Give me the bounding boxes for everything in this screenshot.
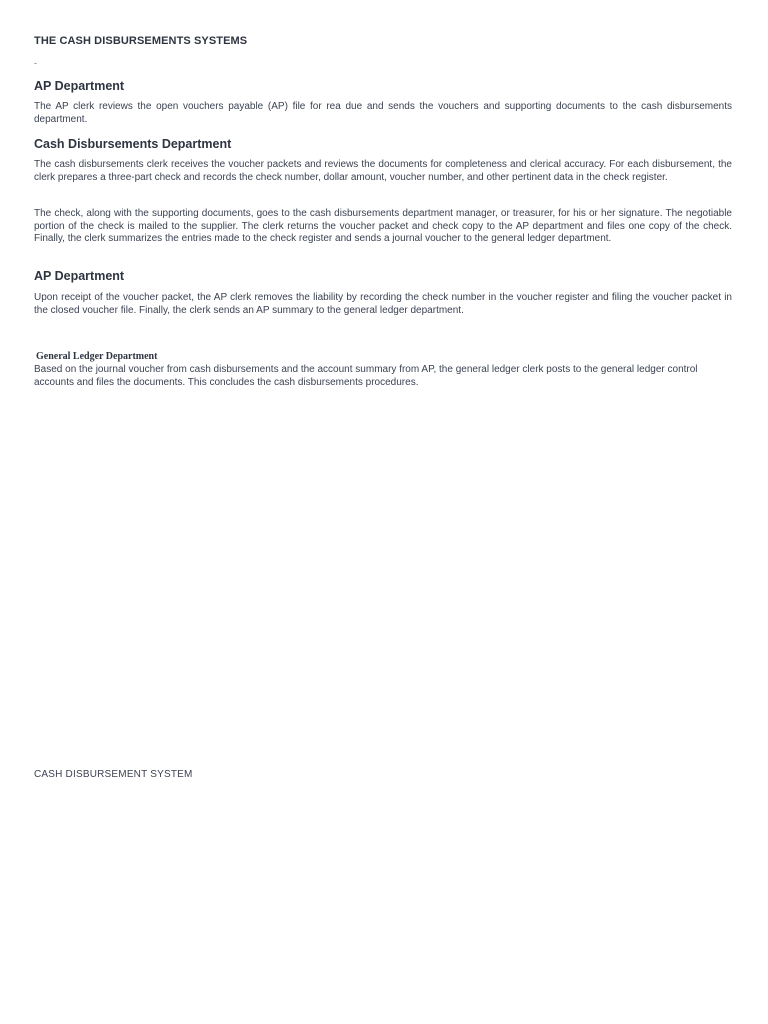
paragraph-ap-review: The AP clerk reviews the open vouchers payable (AP) file for rea due and sends the vouchers and supporting documents to the cash disbursements department. <box>34 101 732 125</box>
paragraph-general-ledger: Based on the journal voucher from cash disbursements and the account summary from AP, the general ledger clerk posts to the general ledger control accounts and files the documents. This concludes the cash disbursements procedures. <box>34 364 698 388</box>
section-heading-ap-department-2: AP Department <box>34 269 125 283</box>
figure-caption: CASH DISBURSEMENT SYSTEM <box>34 769 193 780</box>
paragraph-check-signature: The check, along with the supporting documents, goes to the cash disbursements department manager, or treasurer, for his or her signature. The negotiable portion of the check is mailed to the supplier. The clerk returns the voucher packet and check copy to the AP department and files one copy of the check. Finally, the clerk summarizes the entries made to the check register and sends a journal voucher to the general ledger department. <box>34 208 732 245</box>
section-heading-cash-disbursements: Cash Disbursements Department <box>34 137 232 151</box>
document-page <box>34 0 732 1024</box>
section-heading-general-ledger: General Ledger Department <box>36 351 158 362</box>
document-title: THE CASH DISBURSEMENTS SYSTEMS <box>34 35 248 47</box>
paragraph-cash-clerk: The cash disbursements clerk receives the voucher packets and reviews the documents for completeness and clerical accuracy. For each disbursement, the clerk prepares a three-part check and records the check number, dollar amount, voucher number, and other pertinent data in the check register. <box>34 159 732 183</box>
separator-dash: - <box>34 58 37 68</box>
paragraph-ap-liability: Upon receipt of the voucher packet, the AP clerk removes the liability by recording the check number in the voucher register and filing the voucher packet in the closed voucher file. Finally, the clerk sends an AP summary to the general ledger department. <box>34 292 732 316</box>
section-heading-ap-department: AP Department <box>34 79 125 93</box>
